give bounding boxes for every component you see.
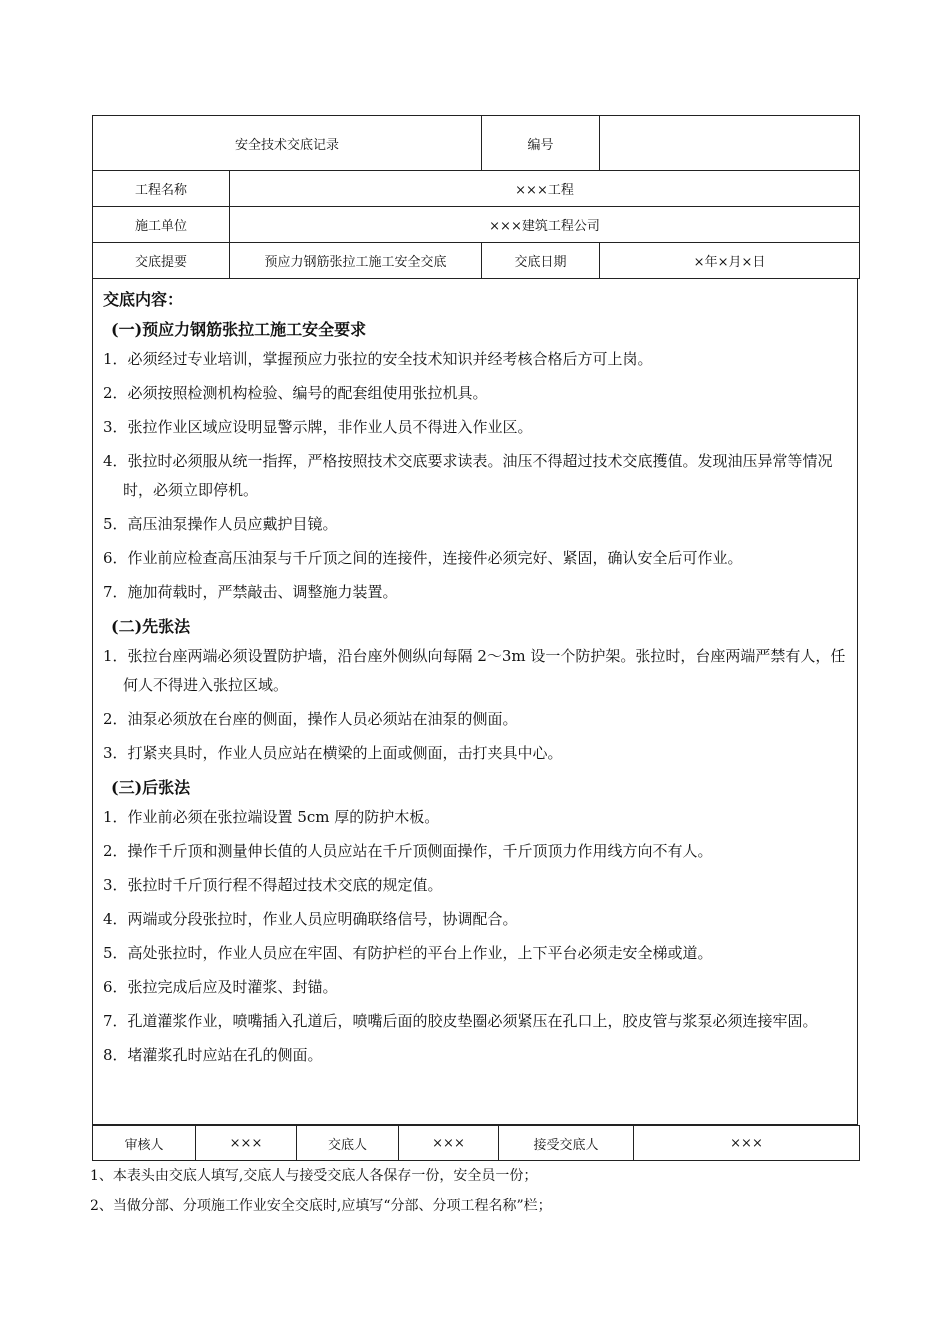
discloser-label: 交底人 <box>297 1126 399 1161</box>
reviewer-value: ××× <box>196 1126 297 1161</box>
list-item: 2．操作千斤顶和测量伸长值的人员应站在千斤顶侧面操作，千斤顶顶力作用线方向不有人。 <box>103 842 713 860</box>
header-table <box>92 115 860 279</box>
content-box <box>92 279 858 1125</box>
content-label: 交底内容： <box>103 290 184 309</box>
footnote: 1、本表头由交底人填写,交底人与接受交底人各保存一份，安全员一份； <box>90 1168 538 1184</box>
list-item: 5．高压油泵操作人员应戴护目镜。 <box>103 515 338 533</box>
project-name-label: 工程名称 <box>93 171 230 207</box>
summary-label: 交底提要 <box>93 243 230 279</box>
list-item: 8．堵灌浆孔时应站在孔的侧面。 <box>103 1046 323 1064</box>
list-item: 1．张拉台座两端必须设置防护墙，沿台座外侧纵向每隔 2～3m 设一个防护架。张拉时，台座两端严禁有人，任何人不得进入张拉区域。 <box>103 647 846 694</box>
list-item: 6．张拉完成后应及时灌浆、封锚。 <box>103 978 338 996</box>
list-item: 5．高处张拉时，作业人员应在牢固、有防护栏的平台上作业，上下平台必须走安全梯或道。 <box>103 944 713 962</box>
list-item: 7．施加荷载时，严禁敲击、调整施力装置。 <box>103 583 398 601</box>
signature-table <box>92 1125 860 1161</box>
list-item: 3．打紧夹具时，作业人员应站在横梁的上面或侧面，击打夹具中心。 <box>103 744 563 762</box>
construction-unit-value: ×××建筑工程公司 <box>230 207 860 243</box>
list-item: 2．必须按照检测机构检验、编号的配套组使用张拉机具。 <box>103 384 488 402</box>
list-item: 1．作业前必须在张拉端设置 5cm 厚的防护木板。 <box>103 808 440 826</box>
date-value: ×年×月×日 <box>600 243 860 279</box>
list-item: 4．两端或分段张拉时，作业人员应明确联络信号，协调配合。 <box>103 910 518 928</box>
list-item: 4．张拉时必须服从统一指挥，严格按照技术交底要求读表。油压不得超过技术交底擭值。发现油压异常等情况时，必须立即停机。 <box>103 452 833 499</box>
list-item: 7．孔道灌浆作业，喷嘴插入孔道后，喷嘴后面的胶皮垫圈必须紧压在孔口上，胶皮管与浆泵必须连接牢固。 <box>103 1012 818 1030</box>
safety-disclosure-form <box>92 115 859 1221</box>
list-item: 1．必须经过专业培训，掌握预应力张拉的安全技术知识并经考核合格后方可上岗。 <box>103 350 653 368</box>
list-item: 3．张拉作业区域应设明显警示牌，非作业人员不得进入作业区。 <box>103 418 533 436</box>
form-title: 安全技术交底记录 <box>93 116 482 171</box>
footnote: 2、当做分部、分项施工作业安全交底时,应填写“分部、分项工程名称”栏； <box>90 1198 552 1214</box>
number-label: 编号 <box>482 116 600 171</box>
list-item: 2．油泵必须放在台座的侧面，操作人员必须站在油泵的侧面。 <box>103 710 518 728</box>
reviewer-label: 审核人 <box>93 1126 196 1161</box>
list-item: 3．张拉时千斤顶行程不得超过技术交底的规定值。 <box>103 876 443 894</box>
summary-value: 预应力钢筋张拉工施工安全交底 <box>230 243 482 279</box>
section-title: (一)预应力钢筋张拉工施工安全要求 <box>111 320 367 339</box>
date-label: 交底日期 <box>482 243 600 279</box>
construction-unit-label: 施工单位 <box>93 207 230 243</box>
number-value <box>600 116 860 171</box>
discloser-value: ××× <box>399 1126 499 1161</box>
list-item: 6．作业前应检查高压油泵与千斤顶之间的连接件，连接件必须完好、紧固，确认安全后可作业。 <box>103 549 743 567</box>
section-title: (二)先张法 <box>111 617 191 636</box>
section-title: (三)后张法 <box>111 778 191 797</box>
receiver-label: 接受交底人 <box>499 1126 634 1161</box>
receiver-value: ××× <box>634 1126 860 1161</box>
project-name-value: ×××工程 <box>230 171 860 207</box>
